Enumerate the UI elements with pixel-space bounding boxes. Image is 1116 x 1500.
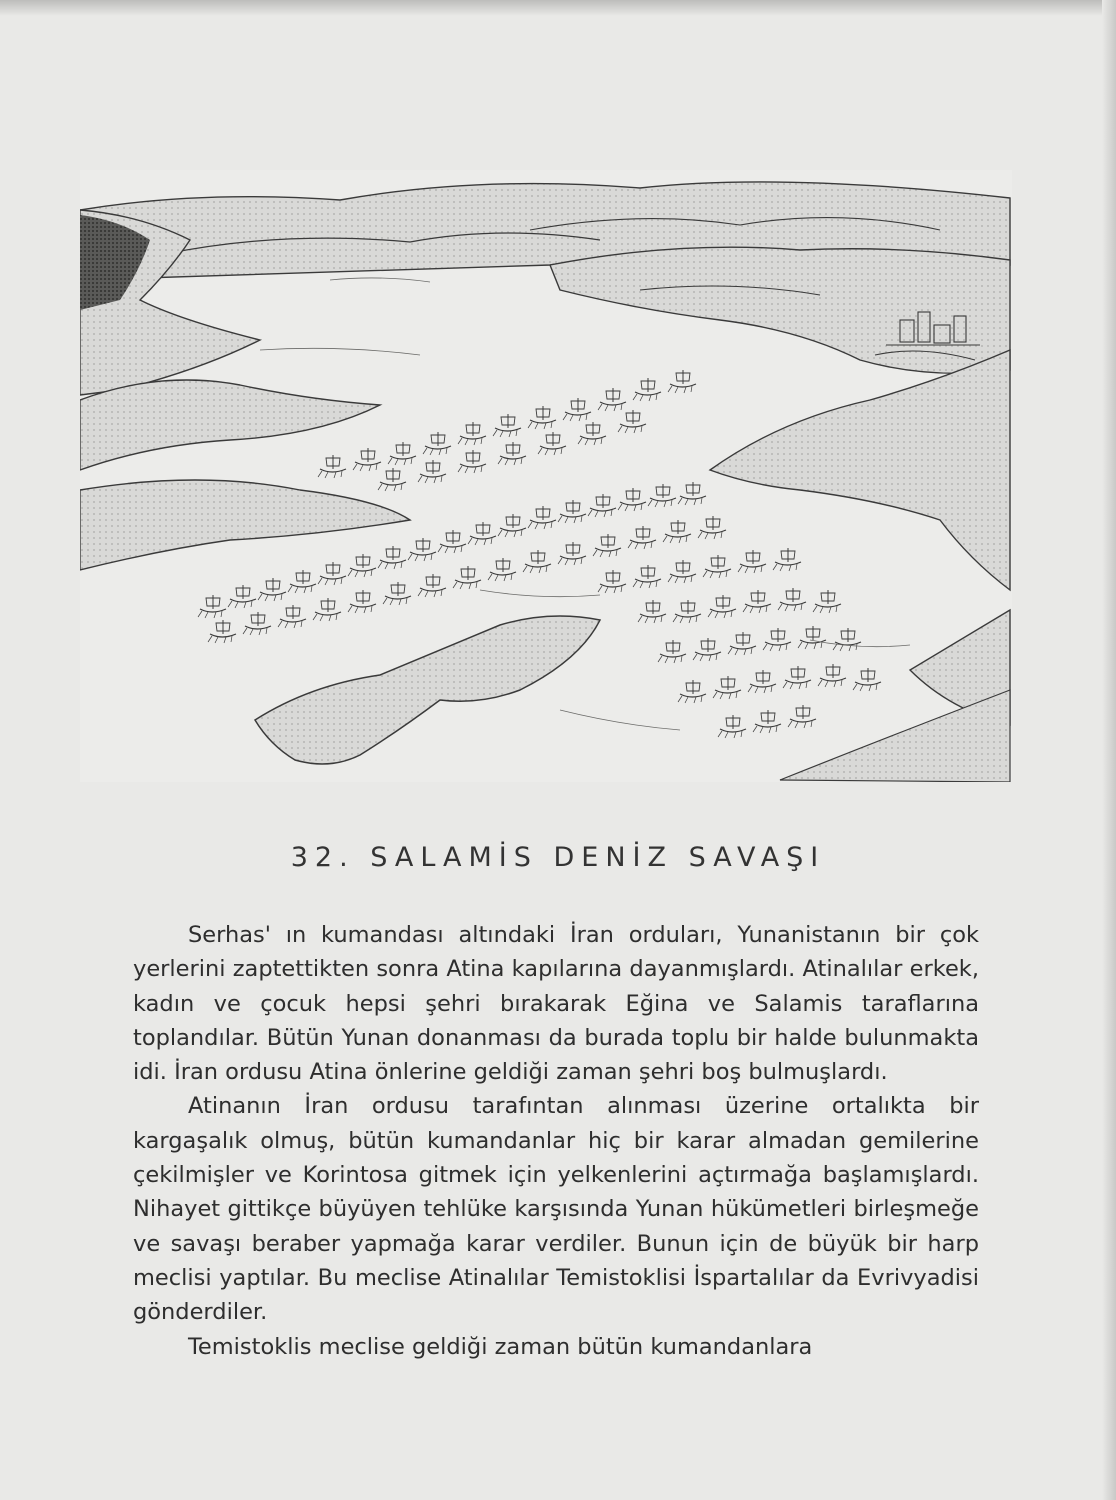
paragraph-2: Atinanın İran ordusu tarafıntan alınması üzerine ortalıkta bir kargaşalık olmuş, bütün kumandanlar hiç bir karar almadan gemilerine çekilmişler ve Korintosa gitmek için yelkenlerini açtırmağa başlamışlardı. Nihayet gittikçe büyüyen tehlüke karşısında Yunan hükümetleri birleşmeğe ve savaşı beraber yapmağa karar verdiler. Bunun için de büyük bir harp meclisi yaptılar. Bu meclise Atinalılar Temistoklisi İspartalılar da Evrivyadisi gönderdiler. [133, 1093, 979, 1326]
page-right-shadow [1102, 0, 1116, 1500]
paragraph-3: Temistoklis meclise geldiği zaman bütün kumandanlara [188, 1333, 813, 1360]
salamis-battle-illustration [80, 170, 1012, 782]
page-top-shadow [0, 0, 1116, 16]
figure-caption: 32. SALAMİS DENİZ SAVAŞI [290, 842, 826, 873]
body-text [133, 918, 979, 1364]
paragraph-1: Serhas' ın kumandası altındaki İran orduları, Yunanistanın bir çok yerlerini zaptettikten sonra Atina kapılarına dayanmışlardı. Atinalılar erkek, kadın ve çocuk hepsi şehri bırakarak Eğina ve Salamis taraflarına toplandılar. Bütün Yunan donanması da burada toplu bir halde bulunmakta idi. İran ordusu Atina önlerine geldiği zaman şehri boş bulmuşlardı. [133, 922, 979, 1086]
